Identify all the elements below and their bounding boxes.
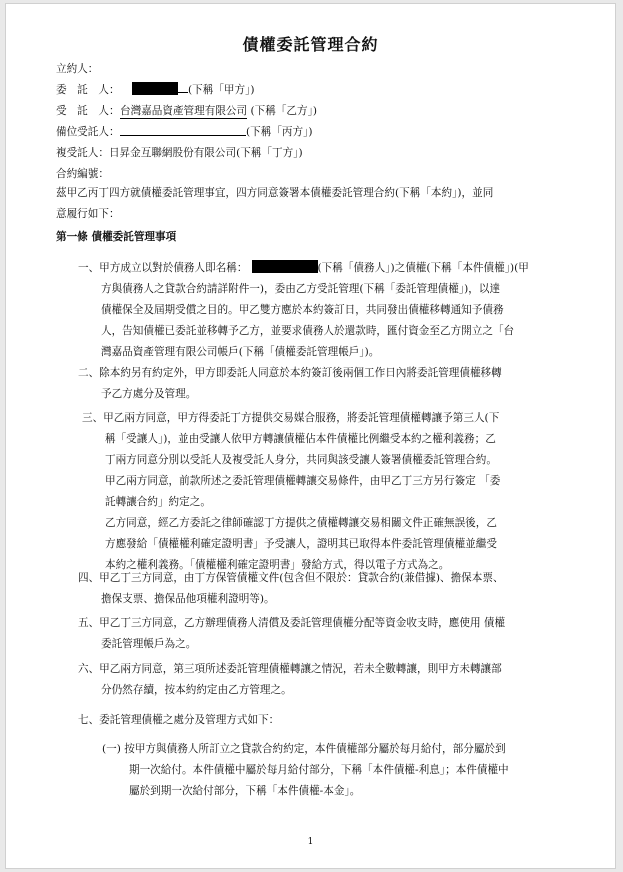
standby-label: 備位受託人： xyxy=(56,126,120,138)
client-label: 委 託 人： xyxy=(56,84,120,96)
item-7-subitem-1: (一) 按甲方與債務人所訂立之貸款合約約定，本件債權部分屬於每月給付，部分屬於到 期一次給付。本件債權中屬於每月給付部分，下稱「本件債權-利息」；本件債權中 屬於到期一次給付部分，下稱「本件債權-本金」。 xyxy=(102,743,509,797)
page-number: 1 xyxy=(307,837,314,847)
client-suffix: (下稱「甲方」) xyxy=(188,84,255,96)
second-suffix: (下稱「丁方」) xyxy=(236,147,303,159)
item-6: 六、甲乙兩方同意，第三項所述委託管理債權轉讓之情況，若未全數轉讓，則甲方未轉讓部 分仍然存續，按本約約定由乙方管理之。 xyxy=(78,663,502,696)
agent-label: 受 託 人： xyxy=(56,105,120,117)
standby-line xyxy=(56,122,317,143)
item-1: 一、甲方成立以對於債務人即名稱： (下稱「債務人」)之債權(下稱「本件債權」)(甲 方與債務人之貸款合約請詳附件一)，委由乙方受託管理(下稱「委託管理債權」)，以達 債權保全及屆期受償之目的。甲乙雙方應於本約簽訂日，共同發出債權移轉通知予債務 人，告知債權已委託並移轉予乙方，並要求債務人於還款時，匯付資金至乙方開立之「台 灣嘉品資產管理有限公司帳戶(下稱「債權委託管理帳戶」)。 xyxy=(78,262,529,358)
item-4: 四、甲乙丁三方同意，由丁方保管債權文件(包含但不限於：貸款合約(兼借據)、擔保本票、 擔保支票、擔保品他項權利證明等)。 xyxy=(78,572,504,605)
item-3: 三、甲乙兩方同意，甲方得委託丁方提供交易媒合服務，將委託管理債權轉讓予第三人(下 稱「受讓人」)，並由受讓人依甲方轉讓債權佔本件債權比例繼受本約之權利義務；乙 丁兩方同意分別以受託人及複受託人身分，共同與該受讓人簽署債權委託管理合約。 甲乙兩方同意，前款所述之委託管理債權轉讓交易條件，由甲乙丁三方另行簽定 「委 託轉讓合約」約定之。 乙方同意，經乙方委託之律師確認丁方提供之債權轉讓交易相關文件正確無誤後，乙 方應發給「債權權利確定證明書」予受讓人，證明其已取得本件委託管理債權並繼受 本約之權利義務。「債權權利確定證明書」發給方式，得以電子方式為之。 xyxy=(82,412,501,571)
item-5: 五、甲乙丁三方同意，乙方辦理債務人清償及委託管理債權分配等資金收支時，應使用 債權 委託管理帳戶為之。 xyxy=(78,617,506,650)
article1-heading: 第一條 債權委託管理事項 xyxy=(56,231,177,243)
second-label: 複受託人： xyxy=(56,147,109,159)
second-name: 日昇金互聯網股份有限公司 xyxy=(108,147,237,159)
agent-name: 台灣嘉品資產管理有限公司 xyxy=(120,105,248,117)
contract-no-line: 合約編號： xyxy=(56,168,109,180)
item-7-heading: 七、委託管理債權之處分及管理方式如下： xyxy=(78,714,280,726)
client-line xyxy=(56,80,317,101)
parties-block xyxy=(56,59,317,185)
redacted-client-name xyxy=(132,82,178,95)
document-page xyxy=(6,4,615,868)
agent-suffix: (下稱「乙方」) xyxy=(247,105,318,117)
standby-suffix: (下稱「丙方」) xyxy=(246,126,313,138)
item-2: 二、除本約另有約定外，甲方即委託人同意於本約簽訂後兩個工作日內將委託管理債權移轉 予乙方處分及管理。 xyxy=(78,367,502,400)
parties-intro: 立約人： xyxy=(56,63,99,75)
document-title: 債權委託管理合約 xyxy=(242,35,379,54)
preamble: 茲甲乙丙丁四方就債權委託管理事宜，四方同意簽署本債權委託管理合約(下稱「本約」)，並同 意履行如下： xyxy=(56,187,494,220)
second-line xyxy=(56,143,317,164)
standby-blank xyxy=(120,123,246,136)
agent-line xyxy=(56,101,317,122)
redacted-debtor-name xyxy=(252,260,318,273)
